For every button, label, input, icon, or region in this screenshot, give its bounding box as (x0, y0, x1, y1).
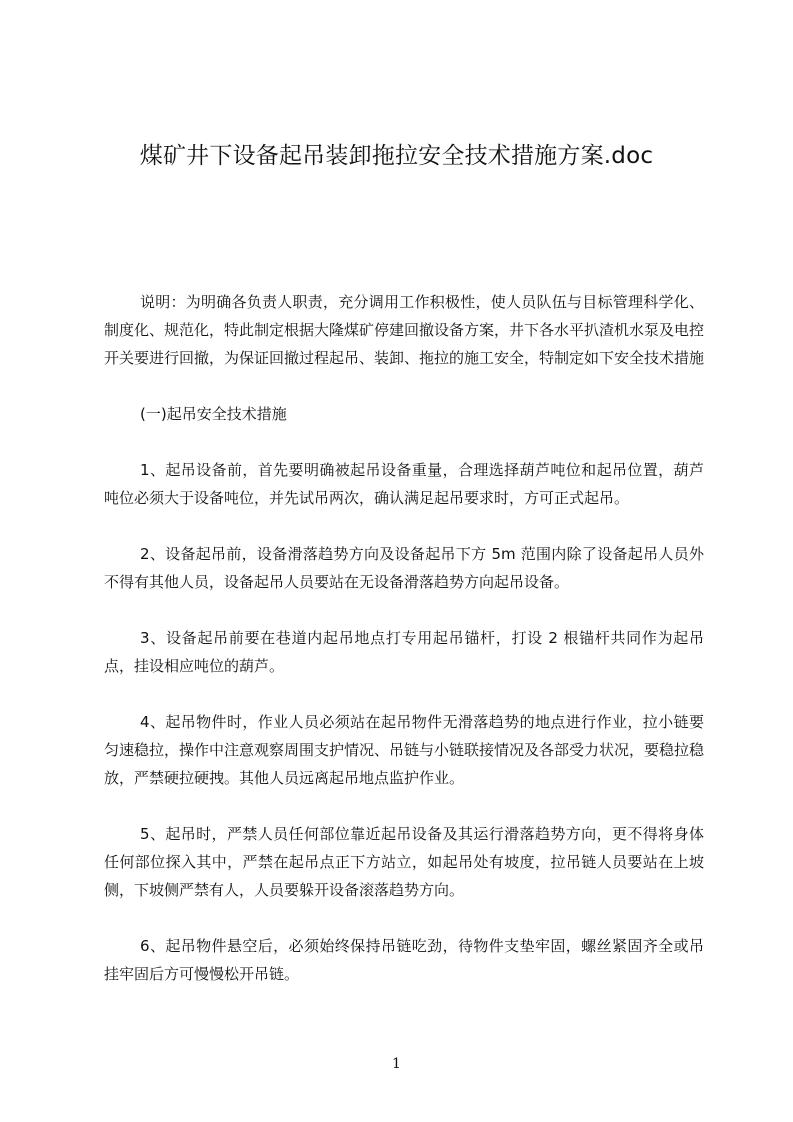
paragraph-intro: 说明：为明确各负责人职责，充分调用工作积极性，使人员队伍与目标管理科学化、制度化、规范化，特此制定根据大隆煤矿停建回撤设备方案，井下各水平扒渣机水泵及电控开关要进行回撤，为保证回撤过程起吊、装卸、拖拉的施工安全，特制定如下安全技术措施 (104, 293, 705, 367)
paragraph-item-3: 3、设备起吊前要在巷道内起吊地点打专用起吊锚杆，打设 2 根锚杆共同作为起吊点，挂设相应吨位的葫芦。 (104, 629, 704, 675)
document-title: 煤矿井下设备起吊装卸拖拉安全技术措施方案.doc (139, 143, 654, 169)
document-body (104, 288, 704, 1016)
section-heading: (一)起吊安全技术措施 (140, 405, 287, 423)
paragraph-item-6: 6、起吊物件悬空后，必须始终保持吊链吃劲，待物件支垫牢固，螺丝紧固齐全或吊挂牢固后方可慢慢松开吊链。 (104, 937, 704, 983)
paragraph-item-5: 5、起吊时，严禁人员任何部位靠近起吊设备及其运行滑落趋势方向，更不得将身体任何部位探入其中，严禁在起吊点正下方站立，如起吊处有坡度，拉吊链人员要站在上坡侧，下坡侧严禁有人，人员要躲开设备滚落趋势方向。 (104, 825, 704, 899)
paragraph-item-1: 1、起吊设备前，首先要明确被起吊设备重量，合理选择葫芦吨位和起吊位置，葫芦吨位必须大于设备吨位，并先试吊两次，确认满足起吊要求时，方可正式起吊。 (104, 461, 704, 507)
paragraph-item-2: 2、设备起吊前，设备滑落趋势方向及设备起吊下方 5m 范围内除了设备起吊人员外不得有其他人员，设备起吊人员要站在无设备滑落趋势方向起吊设备。 (104, 545, 704, 591)
page-number: 1 (392, 1056, 401, 1072)
paragraph-item-4: 4、起吊物件时，作业人员必须站在起吊物件无滑落趋势的地点进行作业，拉小链要匀速稳拉，操作中注意观察周围支护情况、吊链与小链联接情况及各部受力状况，要稳拉稳放，严禁硬拉硬拽。其他人员远离起吊地点监护作业。 (104, 713, 705, 787)
